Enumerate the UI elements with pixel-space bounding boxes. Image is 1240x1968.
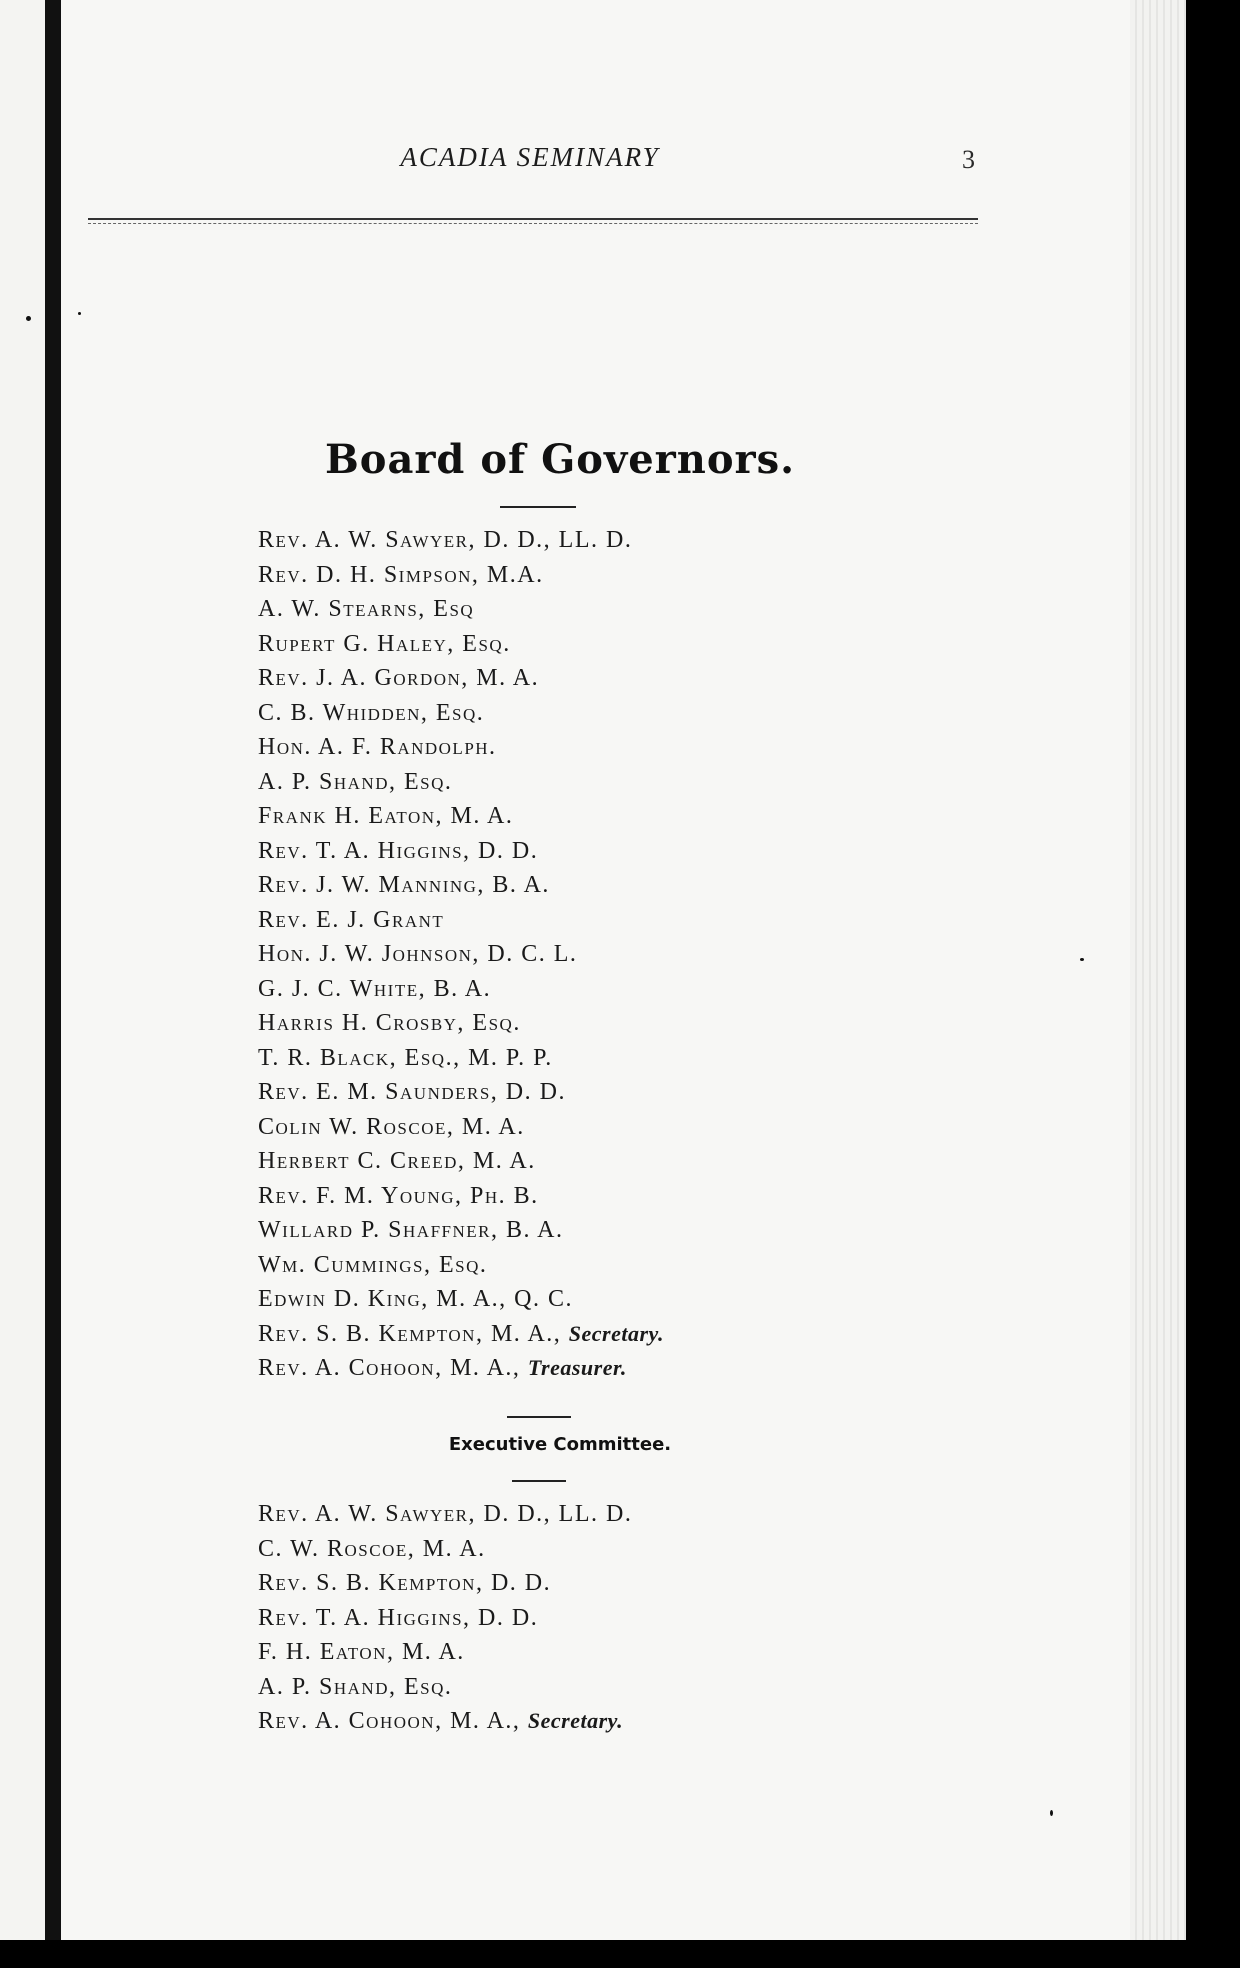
board-member: Rev. F. M. Young, Ph. B. — [258, 1182, 539, 1209]
board-member: Rev. A. Cohoon, M. A., Treasurer. — [258, 1355, 627, 1381]
board-member: G. J. C. White, B. A. — [258, 975, 492, 1002]
board-member: A. W. Stearns, Esq — [258, 596, 475, 622]
board-member: Frank H. Eaton, M. A. — [258, 803, 514, 829]
board-member: Harris H. Crosby, Esq. — [258, 1010, 521, 1036]
board-member: Rev. J. A. Gordon, M. A. — [258, 665, 540, 691]
executive-heading-rule — [512, 1480, 566, 1482]
board-member: Wm. Cummings, Esq. — [258, 1251, 488, 1278]
speck-mark — [78, 312, 81, 315]
board-member: Rev. J. W. Manning, B. A. — [258, 872, 550, 898]
executive-top-rule — [507, 1416, 571, 1418]
executive-member: Rev. S. B. Kempton, D. D. — [258, 1570, 552, 1596]
header-rule — [88, 218, 978, 220]
board-member: C. B. Whidden, Esq. — [258, 699, 485, 726]
board-member: Rev. D. H. Simpson, M.A. — [258, 561, 544, 588]
board-heading-rule — [500, 506, 576, 508]
board-member: Colin W. Roscoe, M. A. — [258, 1113, 525, 1140]
board-members-list — [258, 523, 664, 1386]
board-member: Herbert C. Creed, M. A. — [258, 1148, 536, 1174]
speck-mark — [1080, 958, 1084, 961]
running-title: ACADIA SEMINARY — [400, 142, 660, 172]
scan-bottom-border — [0, 1940, 1240, 1968]
board-member: Rev. A. W. Sawyer, D. D., LL. D. — [258, 527, 633, 553]
board-member: Willard P. Shaffner, B. A. — [258, 1217, 564, 1243]
board-member: Rev. S. B. Kempton, M. A., Secretary. — [258, 1320, 665, 1347]
board-member: Rev. E. M. Saunders, D. D. — [258, 1079, 566, 1105]
page-number: 3 — [962, 145, 975, 174]
executive-members-list — [258, 1497, 632, 1739]
facing-page-edge — [0, 0, 45, 1968]
executive-member: C. W. Roscoe, M. A. — [258, 1535, 486, 1562]
board-member: Rev. E. J. Grant — [258, 906, 445, 933]
board-member: Rev. T. A. Higgins, D. D. — [258, 837, 539, 864]
executive-member: Rev. A. W. Sawyer, D. D., LL. D. — [258, 1501, 633, 1527]
board-member: Hon. J. W. Johnson, D. C. L. — [258, 941, 578, 967]
header-rule-secondary — [88, 223, 978, 224]
board-member: T. R. Black, Esq., M. P. P. — [258, 1044, 553, 1071]
board-member: Hon. A. F. Randolph. — [258, 734, 497, 760]
speck-mark — [26, 316, 31, 321]
executive-member: F. H. Eaton, M. A. — [258, 1639, 465, 1665]
board-member: A. P. Shand, Esq. — [258, 768, 453, 795]
board-member: Edwin D. King, M. A., Q. C. — [258, 1286, 573, 1312]
book-spine-shadow — [45, 0, 61, 1968]
executive-member: Rev. A. Cohoon, M. A., Secretary. — [258, 1708, 624, 1734]
executive-member: Rev. T. A. Higgins, D. D. — [258, 1604, 539, 1631]
board-of-governors-heading: Board of Governors. — [324, 436, 796, 483]
executive-committee-heading: Executive Committee. — [448, 1434, 672, 1455]
board-member: Rupert G. Haley, Esq. — [258, 630, 511, 657]
executive-member: A. P. Shand, Esq. — [258, 1673, 453, 1700]
page-stack-edges — [1130, 0, 1186, 1940]
speck-mark — [1050, 1810, 1053, 1816]
